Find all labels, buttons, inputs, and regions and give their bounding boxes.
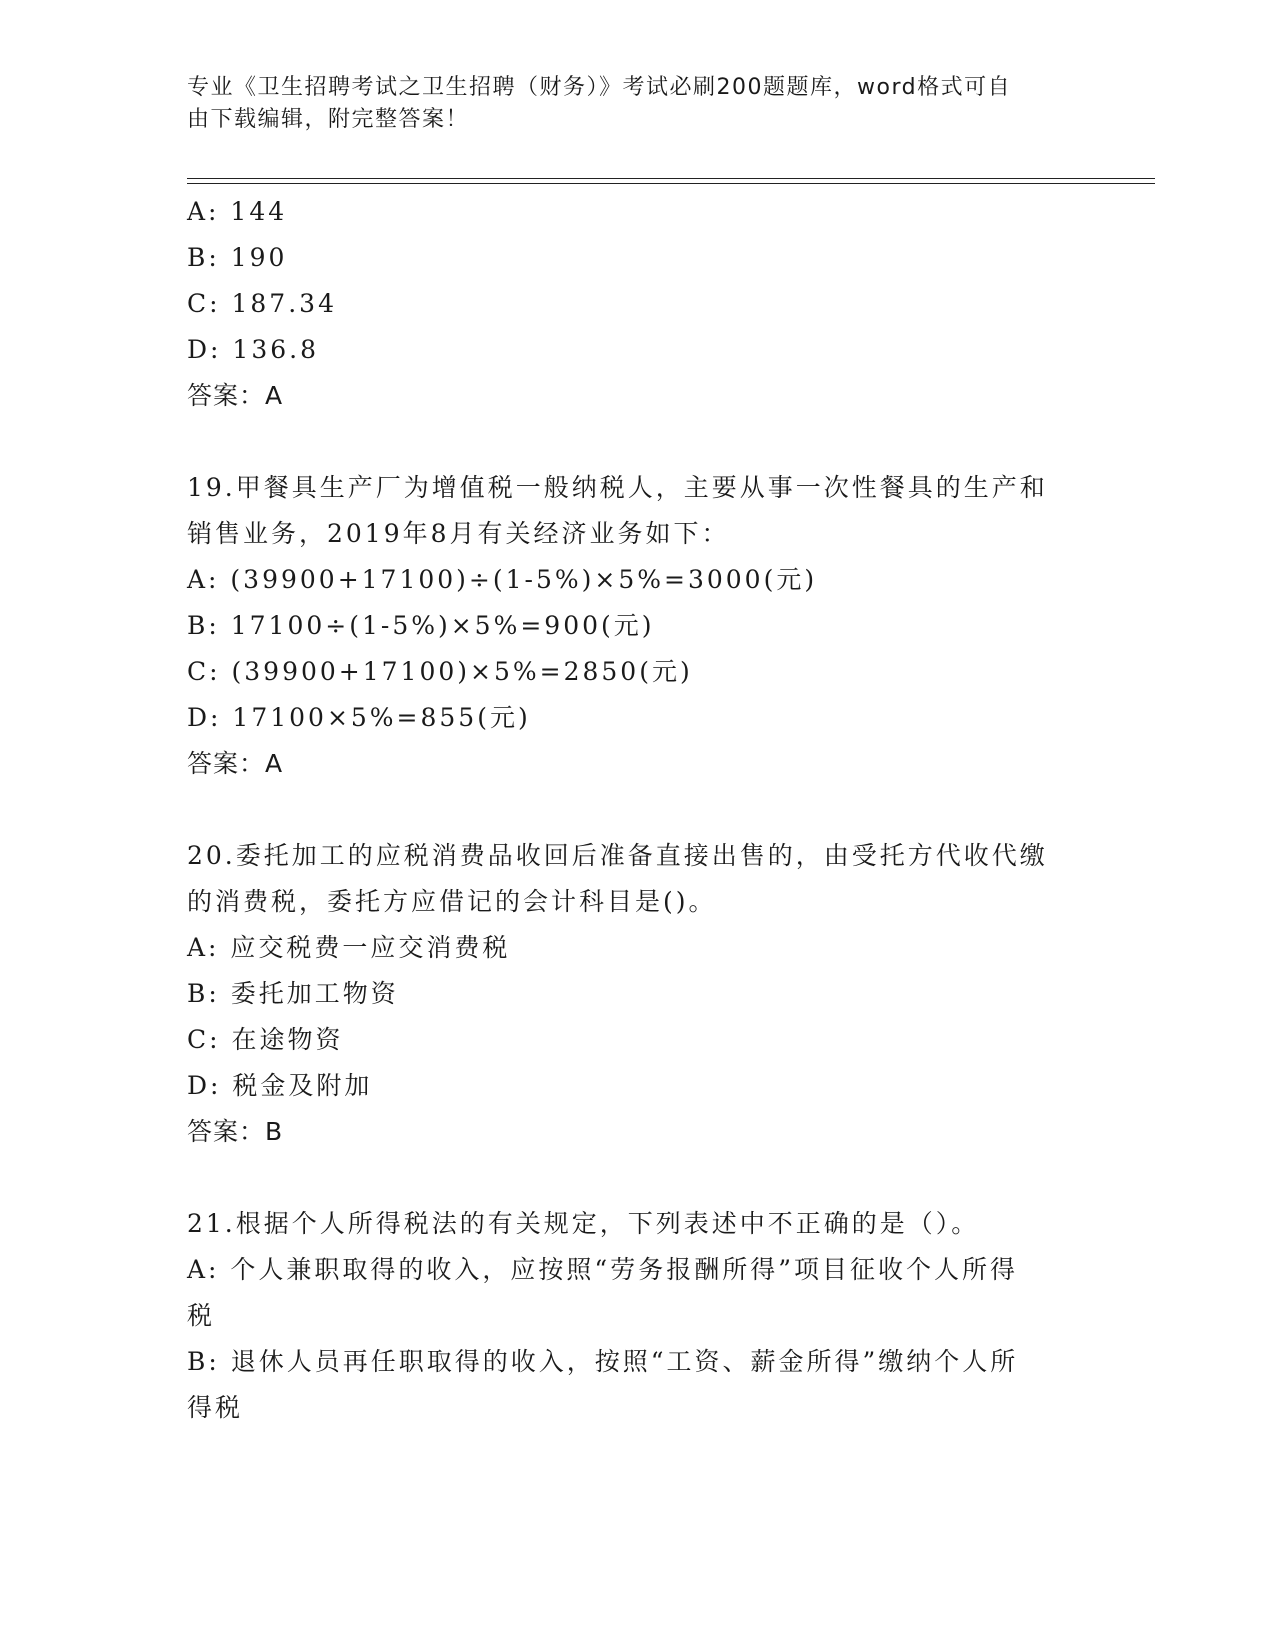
option-a: A: 144 — [187, 197, 288, 226]
question-stem-continued: 的消费税，委托方应借记的会计科目是()。 — [187, 887, 717, 916]
answer-label: 答案：A — [187, 381, 284, 410]
option-d: D: 136.8 — [187, 335, 319, 364]
option-c: C: 在途物资 — [187, 1025, 344, 1054]
question-19 — [187, 465, 1087, 787]
question-list — [187, 189, 1087, 1431]
option-a: A: 个人兼职取得的收入，应按照“劳务报酬所得”项目征收个人所得 — [187, 1255, 1018, 1284]
question-stem: 19.甲餐具生产厂为增值税一般纳税人，主要从事一次性餐具的生产和 — [187, 473, 1048, 502]
option-c: C: 187.34 — [187, 289, 337, 318]
header-divider-top — [187, 178, 1155, 179]
option-b: B: 委托加工物资 — [187, 979, 399, 1008]
option-a: A: (39900+17100)÷(1-5%)×5%=3000(元) — [187, 565, 818, 594]
question-20 — [187, 833, 1087, 1155]
question-stem: 21.根据个人所得税法的有关规定，下列表述中不正确的是（）。 — [187, 1209, 980, 1238]
answer-label: 答案：A — [187, 749, 284, 778]
option-c: C: (39900+17100)×5%=2850(元) — [187, 657, 693, 686]
header-divider-bottom — [187, 183, 1155, 184]
question-18-options — [187, 189, 1087, 419]
document-header — [187, 72, 1067, 136]
option-a-continued: 税 — [187, 1301, 216, 1330]
answer-label: 答案：B — [187, 1117, 284, 1146]
option-a: A: 应交税费一应交消费税 — [187, 933, 511, 962]
option-b: B: 退休人员再任职取得的收入，按照“工资、薪金所得”缴纳个人所 — [187, 1347, 1019, 1376]
option-b-continued: 得税 — [187, 1393, 244, 1422]
header-title-line-1: 专业《卫生招聘考试之卫生招聘（财务）》考试必刷200题题库，word格式可自 — [187, 75, 1012, 100]
option-d: D: 17100×5%=855(元) — [187, 703, 531, 732]
option-b: B: 190 — [187, 243, 288, 272]
question-21 — [187, 1201, 1087, 1431]
option-d: D: 税金及附加 — [187, 1071, 373, 1100]
question-stem: 20.委托加工的应税消费品收回后准备直接出售的，由受托方代收代缴 — [187, 841, 1048, 870]
header-title-line-2: 由下载编辑，附完整答案！ — [187, 107, 470, 132]
question-stem-continued: 销售业务，2019年8月有关经济业务如下： — [187, 519, 730, 548]
option-b: B: 17100÷(1-5%)×5%=900(元) — [187, 611, 655, 640]
